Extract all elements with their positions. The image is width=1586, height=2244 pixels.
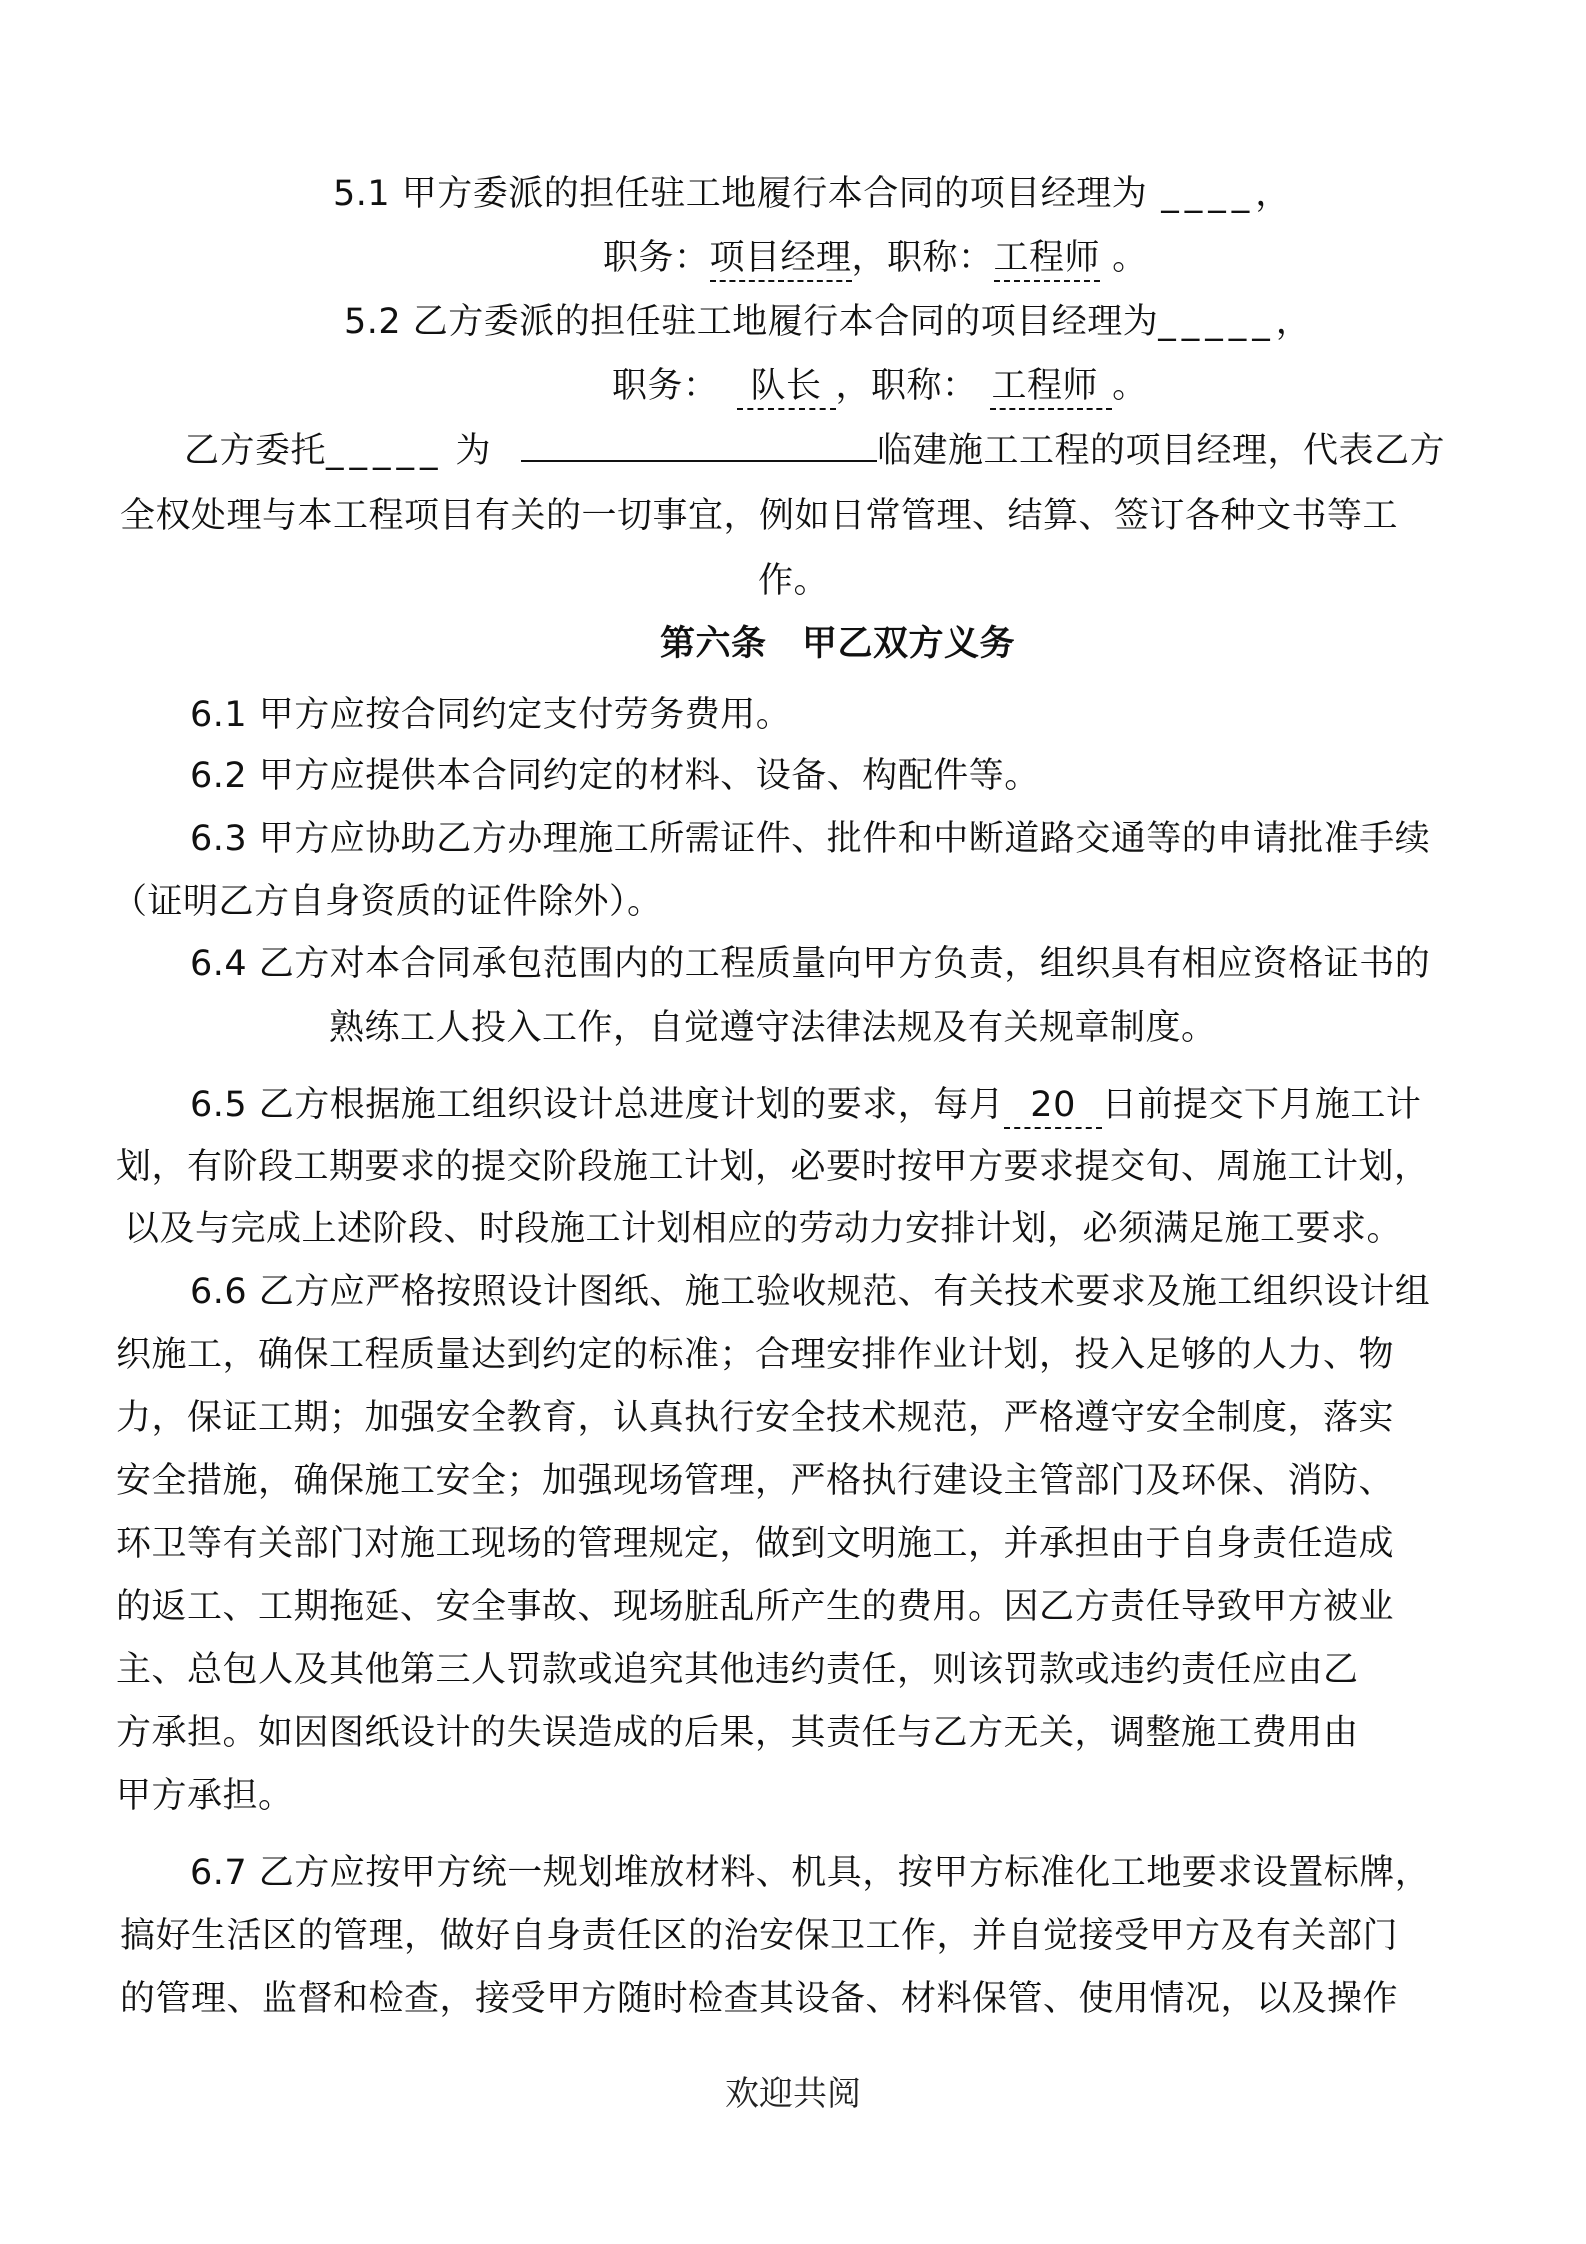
clause-text: 力，保证工期；加强安全教育，认真执行安全技术规范，严格遵守安全制度，落实 <box>116 1398 1395 1438</box>
clause-6-6-line-9 <box>116 1772 294 1820</box>
clause-text: 的管理、监督和检查，接受甲方随时检查其设备、材料保管、使用情况，以及操作 <box>120 1979 1399 2019</box>
clause-text: 5.2 乙方委派的担任驻工地履行本合同的项目经理为 <box>344 302 1159 342</box>
clause-text: 安全措施，确保施工安全；加强现场管理，严格执行建设主管部门及环保、消防、 <box>116 1461 1395 1501</box>
clause-6-6-line-8 <box>116 1709 1359 1757</box>
clause-6-4-line-1 <box>190 940 1430 988</box>
clause-6-7-line-1 <box>190 1849 1430 1897</box>
clause-6-6-line-6 <box>116 1583 1394 1631</box>
clause-6-5-line-1 <box>190 1081 1421 1129</box>
duty-value: 队长 <box>737 366 836 410</box>
delegation-for: 为 <box>455 431 492 471</box>
heading-text: 第六条 甲乙双方义务 <box>660 624 1016 664</box>
clause-6-6-line-5 <box>116 1520 1394 1568</box>
delegation-line-2 <box>120 492 1398 540</box>
label-duty: 职务： <box>612 366 719 406</box>
clause-text: 熟练工人投入工作，自觉遵守法律法规及有关规章制度。 <box>329 1008 1217 1048</box>
clause-5-1-line-1 <box>333 170 1291 218</box>
clause-6-6-line-4 <box>116 1457 1394 1505</box>
clause-5-1-line-2 <box>603 234 1148 282</box>
clause-text: 方承担。如因图纸设计的失误造成的后果，其责任与乙方无关，调整施工费用由 <box>116 1713 1359 1753</box>
duty-value: 项目经理 <box>710 238 852 282</box>
clause-6-3-line-2 <box>112 878 663 926</box>
clause-6-6-line-3 <box>116 1394 1394 1442</box>
clause-text: 6.2 甲方应提供本合同约定的材料、设备、构配件等。 <box>190 756 1040 796</box>
clause-6-5-line-3 <box>124 1205 1402 1253</box>
clause-6-5-line-2 <box>116 1143 1430 1191</box>
label-duty: 职务： <box>603 238 710 278</box>
label-title: ，职称： <box>851 238 994 278</box>
delegation-text: 乙方委托 <box>184 431 327 471</box>
delegation-text: 全权处理与本工程项目有关的一切事宜，例如日常管理、结算、签订各种文书等工 <box>120 496 1399 536</box>
article-6-heading <box>660 620 1015 668</box>
blank-manager-b: _____ <box>1158 302 1276 342</box>
clause-6-6-line-1 <box>190 1268 1430 1316</box>
clause-6-7-line-3 <box>120 1975 1398 2023</box>
delegation-line-1 <box>184 427 1445 475</box>
punct: ， <box>1255 174 1291 214</box>
clause-text: 主、总包人及其他第三人罚款或追究其他违约责任，则该罚款或违约责任应由乙 <box>116 1650 1359 1690</box>
blank-manager-a: ____ <box>1161 174 1256 214</box>
title-value: 工程师 <box>990 366 1113 410</box>
clause-5-2-line-1 <box>344 298 1311 346</box>
clause-text: 搞好生活区的管理，做好自身责任区的治安保卫工作，并自觉接受甲方及有关部门 <box>120 1916 1399 1956</box>
delegation-text: 临建施工工程的项目经理，代表乙方 <box>877 431 1446 471</box>
clause-6-7-line-2 <box>120 1912 1398 1960</box>
label-title: ，职称： <box>835 366 978 406</box>
clause-text: 6.3 甲方应协助乙方办理施工所需证件、批件和中断道路交通等的申请批准手续 <box>190 819 1431 859</box>
punct: 。 <box>1112 238 1148 278</box>
clause-text: 6.6 乙方应严格按照设计图纸、施工验收规范、有关技术要求及施工组织设计组 <box>190 1272 1431 1312</box>
clause-text: 环卫等有关部门对施工现场的管理规定，做到文明施工，并承担由于自身责任造成 <box>116 1524 1395 1564</box>
clause-text: 6.1 甲方应按合同约定支付劳务费用。 <box>190 695 792 735</box>
delegation-line-3 <box>758 557 829 605</box>
clause-text: 以及与完成上述阶段、时段施工计划相应的劳动力安排计划，必须满足施工要求。 <box>124 1209 1403 1249</box>
day-value: 20 <box>1004 1085 1102 1129</box>
blank-project-name <box>521 430 877 462</box>
page-footer: 欢迎共阅 <box>725 2074 861 2114</box>
clause-text: 日前提交下月施工计 <box>1101 1085 1422 1125</box>
clause-6-4-line-2 <box>329 1004 1217 1052</box>
clause-text: 甲方承担。 <box>116 1776 294 1816</box>
clause-6-3-line-1 <box>190 815 1430 863</box>
clause-text: 6.5 乙方根据施工组织设计总进度计划的要求，每月 <box>190 1085 1005 1125</box>
clause-6-1 <box>190 691 791 739</box>
clause-text: 的返工、工期拖延、安全事故、现场脏乱所产生的费用。因乙方责任导致甲方被业 <box>116 1587 1395 1627</box>
punct: 。 <box>1112 366 1148 406</box>
clause-text: 划，有阶段工期要求的提交阶段施工计划，必要时按甲方要求提交旬、周施工计划， <box>116 1147 1430 1187</box>
clause-text: 织施工，确保工程质量达到约定的标准；合理安排作业计划，投入足够的人力、物 <box>116 1335 1395 1375</box>
clause-6-2 <box>190 752 1040 800</box>
clause-6-6-line-7 <box>116 1646 1359 1694</box>
clause-6-6-line-2 <box>116 1331 1394 1379</box>
punct: ， <box>1275 302 1312 342</box>
delegation-text: 作。 <box>758 561 830 601</box>
title-value: 工程师 <box>994 238 1101 282</box>
clause-text: 6.4 乙方对本合同承包范围内的工程质量向甲方负责，组织具有相应资格证书的 <box>190 944 1431 984</box>
clause-text: 5.1 甲方委派的担任驻工地履行本合同的项目经理为 <box>333 174 1148 214</box>
clause-text: 6.7 乙方应按甲方统一规划堆放材料、机具，按甲方标准化工地要求设置标牌， <box>190 1853 1431 1893</box>
clause-text: （证明乙方自身资质的证件除外）。 <box>112 882 663 922</box>
clause-5-2-line-2 <box>612 362 1148 410</box>
blank-delegate: _____ <box>326 431 444 471</box>
